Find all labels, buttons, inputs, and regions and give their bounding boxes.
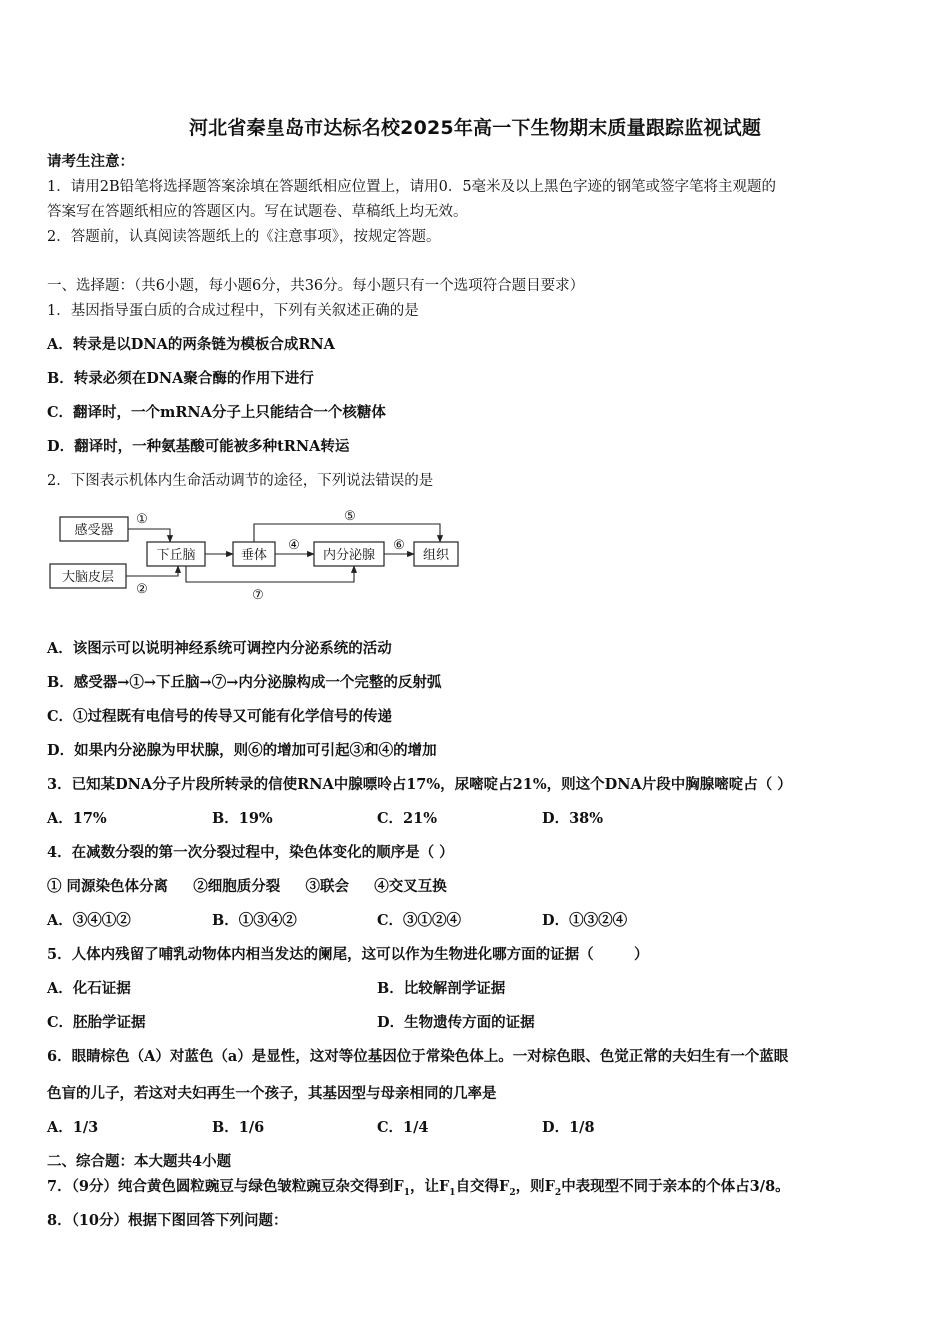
receptor-label: 感受器 — [74, 523, 114, 538]
marker-5: ⑤ — [344, 509, 356, 524]
arrow-2 — [126, 566, 178, 576]
notice-line: 1．请用2B铅笔将选择题答案涂填在答题纸相应位置上，请用0．5毫米及以上黑色字迹的钢笔或签字笔将主观题的 — [47, 179, 777, 195]
page-title: 河北省秦皇岛市达标名校2025年高一下生物期末质量跟踪监视试题 — [188, 117, 762, 139]
pituitary-label: 垂体 — [240, 548, 268, 563]
option-b: B．19% — [212, 810, 273, 827]
marker-7: ⑦ — [252, 588, 264, 603]
option-d: D．①③②④ — [542, 912, 628, 929]
notice-heading: 请考生注意： — [47, 153, 134, 170]
subscript: 2 — [554, 1187, 562, 1198]
cortex-label: 大脑皮层 — [61, 570, 115, 585]
question-stem: 1．基因指导蛋白质的合成过程中，下列有关叙述正确的是 — [47, 303, 419, 319]
question-stem: 2．下图表示机体内生命活动调节的途径，下列说法错误的是 — [47, 473, 434, 489]
option-c: C．21% — [377, 810, 437, 827]
endocrine-label: 内分泌腺 — [322, 548, 376, 563]
section-heading: 二、综合题：本大题共4小题 — [47, 1153, 232, 1170]
subscript: 1 — [449, 1187, 456, 1198]
q7-text: 中表现型不同于亲本的个体占3/8。 — [561, 1178, 790, 1195]
arrow-7 — [186, 566, 354, 582]
question-stem: 5．人体内残留了哺乳动物体内相当发达的阑尾，这可以作为生物进化哪方面的证据（ ） — [47, 946, 649, 963]
option-b: B．①③④② — [212, 912, 297, 929]
arrow-1 — [128, 529, 170, 542]
tissue-label: 组织 — [422, 548, 450, 563]
option-c: C．翻译时，一个mRNA分子上只能结合一个核糖体 — [47, 404, 386, 421]
arrow-5 — [254, 524, 440, 542]
question-stem-cont: 色盲的儿子，若这对夫妇再生一个孩子，其基因型与母亲相同的几率是 — [47, 1085, 497, 1102]
option-a: A．化石证据 — [47, 980, 131, 997]
notice-line: 答案写在答题纸相应的答题区内。写在试题卷、草稿纸上均无效。 — [47, 204, 468, 220]
question-items: ① 同源染色体分离 ②细胞质分裂 ③联会 ④交叉互换 — [47, 878, 447, 895]
subscript: 1 — [403, 1187, 410, 1198]
regulation-pathway-diagram — [40, 502, 470, 608]
option-a: A．转录是以DNA的两条链为模板合成RNA — [47, 336, 335, 353]
option-d: D．生物遗传方面的证据 — [377, 1014, 535, 1031]
option-b: B．感受器→①→下丘脑→⑦→内分泌腺构成一个完整的反射弧 — [47, 674, 442, 691]
option-a: A．③④①② — [47, 912, 131, 929]
question-stem: 3．已知某DNA分子片段所转录的信使RNA中腺嘌呤占17%，尿嘧啶占21%，则这个DNA片段中胸腺嘧啶占（ ） — [47, 776, 792, 793]
marker-6: ⑥ — [393, 538, 405, 553]
option-d: D．翻译时，一种氨基酸可能被多种tRNA转运 — [47, 438, 350, 455]
hypothalamus-label: 下丘脑 — [156, 548, 196, 563]
option-a: A．1/3 — [47, 1119, 99, 1136]
option-a: A．17% — [47, 810, 107, 827]
option-b: B．转录必须在DNA聚合酶的作用下进行 — [47, 370, 314, 387]
option-b: B．比较解剖学证据 — [377, 980, 506, 997]
marker-4: ④ — [288, 538, 300, 553]
option-c: C．③①②④ — [377, 912, 462, 929]
subscript: 2 — [509, 1187, 516, 1198]
section-heading: 一、选择题：（共6小题，每小题6分，共36分。每小题只有一个选项符合题目要求） — [47, 278, 585, 294]
option-d: D．38% — [542, 810, 604, 827]
question-stem: 8．（10分）根据下图回答下列问题： — [47, 1212, 288, 1229]
option-c: C．胚胎学证据 — [47, 1014, 146, 1031]
option-a: A．该图示可以说明神经系统可调控内分泌系统的活动 — [47, 640, 392, 657]
marker-1: ① — [136, 512, 148, 527]
question-stem: 4．在减数分裂的第一次分裂过程中，染色体变化的顺序是（ ） — [47, 844, 454, 861]
option-c: C．①过程既有电信号的传导又可能有化学信号的传递 — [47, 708, 393, 725]
q7-text: ，让F — [410, 1178, 450, 1195]
option-b: B．1/6 — [212, 1119, 265, 1136]
option-c: C．1/4 — [377, 1119, 429, 1136]
option-d: D．1/8 — [542, 1119, 595, 1136]
question-7 — [47, 1177, 790, 1203]
q7-text: 自交得F — [455, 1178, 510, 1195]
q7-text: ，则F — [515, 1178, 555, 1195]
notice-line: 2．答题前，认真阅读答题纸上的《注意事项》，按规定答题。 — [47, 229, 441, 245]
option-d: D．如果内分泌腺为甲状腺，则⑥的增加可引起③和④的增加 — [47, 742, 437, 759]
marker-2: ② — [136, 582, 148, 597]
q7-text: 7．（9分）纯合黄色圆粒豌豆与绿色皱粒豌豆杂交得到F — [47, 1178, 404, 1195]
question-stem: 6．眼睛棕色（A）对蓝色（a）是显性，这对等位基因位于常染色体上。一对棕色眼、色觉正常的夫妇生有一个蓝眼 — [47, 1048, 789, 1065]
